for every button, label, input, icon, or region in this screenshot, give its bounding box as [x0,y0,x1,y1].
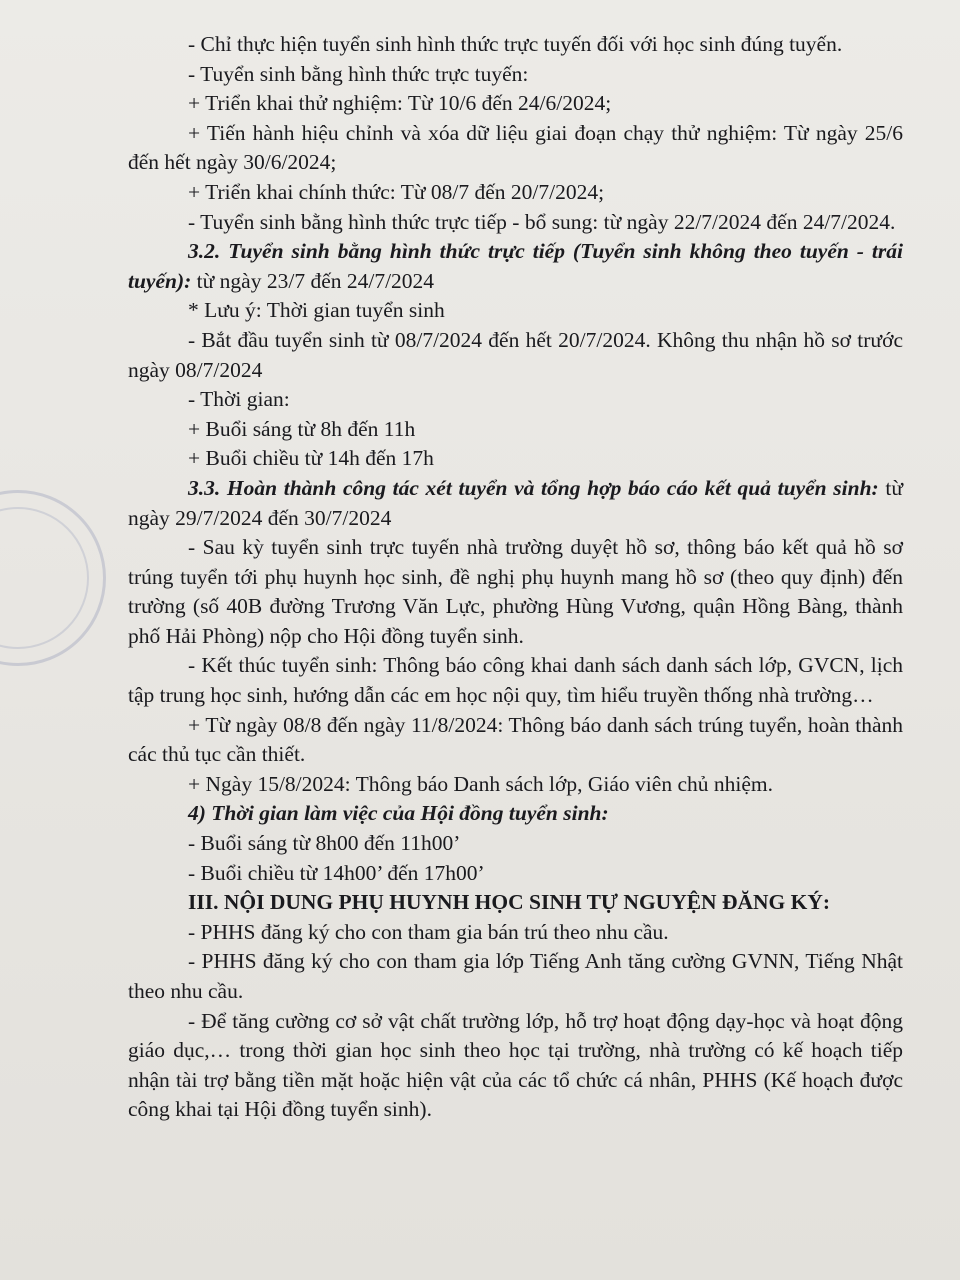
section-heading-tail: từ ngày 29/7/2024 đến 30/7/2024 [128,475,903,530]
section-heading-text: 3.3. Hoàn thành công tác xét tuyển và tổng hợp báo cáo kết quả tuyển sinh: [188,475,879,500]
section-iii-heading: III. NỘI DUNG PHỤ HUYNH HỌC SINH TỰ NGUYỆN ĐĂNG KÝ: [188,890,831,915]
list-item: + Buổi chiều từ 14h đến 17h [188,446,434,471]
list-item: + Từ ngày 08/8 đến ngày 11/8/2024: Thông báo danh sách trúng tuyển, hoàn thành các thủ tục cần thiết. [128,712,903,767]
list-item: - Buổi sáng từ 8h00 đến 11h00’ [188,831,461,856]
list-item: + Buổi sáng từ 8h đến 11h [188,416,416,441]
section-4-heading: 4) Thời gian làm việc của Hội đồng tuyển sinh: [188,801,609,826]
list-item: - Sau kỳ tuyển sinh trực tuyến nhà trường duyệt hồ sơ, thông báo kết quả hồ sơ trúng tuyển tới phụ huynh học sinh, đề nghị phụ huynh mang hồ sơ (theo quy định) đến trường (số 40B đường Trương Văn Lực, phường Hùng Vương, quận Hồng Bàng, thành phố Hải Phòng) nộp cho Hội đồng tuyển sinh. [128,535,903,648]
paragraph: - Tuyển sinh bằng hình thức trực tiếp - bổ sung: từ ngày 22/7/2024 đến 24/7/2024. [188,209,896,234]
section-heading-tail: từ ngày 23/7 đến 24/7/2024 [191,268,435,293]
paragraph: - Chỉ thực hiện tuyển sinh hình thức trực tuyến đối với học sinh đúng tuyến. [188,32,843,56]
list-item: - Buổi chiều từ 14h00’ đến 17h00’ [188,860,485,885]
paragraph: + Triển khai chính thức: Từ 08/7 đến 20/7/2024; [188,179,605,204]
list-item: - Bắt đầu tuyển sinh từ 08/7/2024 đến hết 20/7/2024. Không thu nhận hồ sơ trước ngày 08/7/2024 [128,327,903,382]
red-seal-stamp [0,490,106,666]
list-item: - Thời gian: [188,387,290,412]
section-3-3-heading [128,474,903,533]
list-item: - PHHS đăng ký cho con tham gia bán trú theo nhu cầu. [188,919,669,944]
list-item: - Để tăng cường cơ sở vật chất trường lớp, hỗ trợ hoạt động dạy-học và hoạt động giáo dục,… trong thời gian học sinh theo học tại trường, nhà trường có kế hoạch tiếp nhận tài trợ bằng tiền mặt hoặc hiện vật của các tổ chức cá nhân, PHHS (Kế hoạch được công khai tại Hội đồng tuyển sinh). [128,1008,903,1122]
list-item: + Ngày 15/8/2024: Thông báo Danh sách lớp, Giáo viên chủ nhiệm. [188,771,773,796]
paragraph: + Triển khai thử nghiệm: Từ 10/6 đến 24/6/2024; [188,91,612,116]
list-item: * Lưu ý: Thời gian tuyển sinh [188,298,445,323]
document-body [128,30,903,1125]
section-heading-text: 3.2. Tuyển sinh bằng hình thức trực tiếp (Tuyển sinh không theo tuyến - trái tuyến): [128,239,903,293]
paragraph: + Tiến hành hiệu chỉnh và xóa dữ liệu giai đoạn chạy thử nghiệm: Từ ngày 25/6 đến hết ngày 30/6/2024; [128,120,903,175]
list-item: - Kết thúc tuyển sinh: Thông báo công khai danh sách danh sách lớp, GVCN, lịch tập trung học sinh, hướng dẫn các em học nội quy, tìm hiểu truyền thống nhà trường… [128,653,903,708]
list-item: - PHHS đăng ký cho con tham gia lớp Tiếng Anh tăng cường GVNN, Tiếng Nhật theo nhu cầu. [128,949,903,1003]
section-3-2-heading [128,237,903,296]
paragraph: - Tuyển sinh bằng hình thức trực tuyến: [188,61,529,86]
